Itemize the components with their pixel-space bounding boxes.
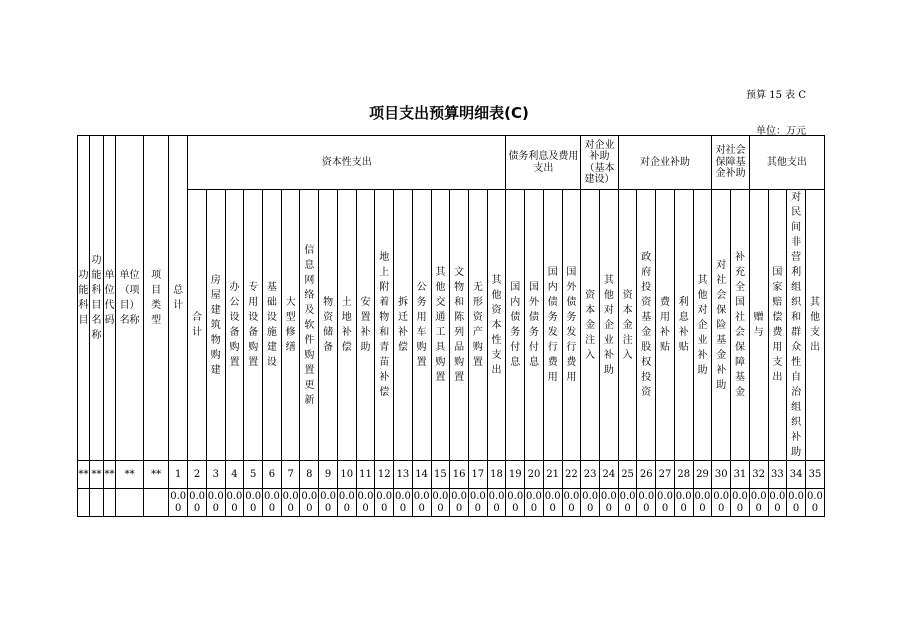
value-cell: 0.00 <box>656 489 675 517</box>
value-cell <box>90 489 104 517</box>
value-cell: 0.00 <box>599 489 618 517</box>
code-cell: 10 <box>337 461 356 489</box>
code-cell: ** <box>104 461 116 489</box>
code-cell: 11 <box>356 461 375 489</box>
code-cell: 26 <box>637 461 656 489</box>
code-cell: ** <box>144 461 169 489</box>
code-cell: 3 <box>206 461 225 489</box>
value-cell: 0.00 <box>300 489 319 517</box>
value-cell: 0.00 <box>768 489 787 517</box>
value-cell: 0.00 <box>693 489 712 517</box>
col-header: 基础设施建设 <box>263 190 282 461</box>
code-cell: 14 <box>412 461 431 489</box>
code-cell: 35 <box>805 461 824 489</box>
code-cell: 27 <box>656 461 675 489</box>
col-header: 土地补偿 <box>337 190 356 461</box>
group-header-enterprise-capital: 对企业补助（基本建设） <box>581 136 618 190</box>
col-header: 对民间非营利组织和群众性自治组织补助 <box>787 190 806 461</box>
header-row-columns <box>78 190 825 461</box>
code-cell: 33 <box>768 461 787 489</box>
value-cell: 0.00 <box>562 489 581 517</box>
code-cell: 20 <box>525 461 544 489</box>
value-cell: 0.00 <box>468 489 487 517</box>
col-header-func-code: 功能科目 <box>78 136 90 461</box>
code-cell: 16 <box>450 461 469 489</box>
col-header: 其他支出 <box>805 190 824 461</box>
group-header-social: 对社会保障基金补助 <box>712 136 749 190</box>
col-header: 资本金注入 <box>581 190 600 461</box>
value-cell: 0.00 <box>431 489 450 517</box>
col-header: 费用补贴 <box>656 190 675 461</box>
col-header: 国内债务发行费用 <box>543 190 562 461</box>
col-header: 大型修缮 <box>281 190 300 461</box>
value-cell: 0.00 <box>543 489 562 517</box>
unit-label: 单位：万元 <box>756 126 806 137</box>
value-cell: 0.00 <box>787 489 806 517</box>
col-header-total: 总计 <box>169 136 188 461</box>
col-header: 政府投资基金股权投资 <box>637 190 656 461</box>
code-cell: 15 <box>431 461 450 489</box>
col-header: 其他交通工具购置 <box>431 190 450 461</box>
code-cell: ** <box>116 461 144 489</box>
group-header-enterprise: 对企业补助 <box>618 136 712 190</box>
budget-table <box>77 135 825 517</box>
value-cell: 0.00 <box>319 489 338 517</box>
col-header: 资本金注入 <box>618 190 637 461</box>
value-cell: 0.00 <box>281 489 300 517</box>
data-row <box>78 489 825 517</box>
value-cell: 0.00 <box>731 489 750 517</box>
value-cell: 0.00 <box>581 489 600 517</box>
col-header: 公务用车购置 <box>412 190 431 461</box>
col-header: 其他资本性支出 <box>487 190 506 461</box>
value-cell: 0.00 <box>169 489 188 517</box>
code-cell: ** <box>90 461 104 489</box>
value-cell: 0.00 <box>394 489 413 517</box>
header-row-groups <box>78 136 825 190</box>
code-cell: 31 <box>731 461 750 489</box>
code-cell: 18 <box>487 461 506 489</box>
page-title: 项目支出预算明细表(C) <box>369 104 529 122</box>
col-header: 文物和陈列品购置 <box>450 190 469 461</box>
code-cell: 23 <box>581 461 600 489</box>
col-header: 国外债务付息 <box>525 190 544 461</box>
value-cell: 0.00 <box>487 489 506 517</box>
col-header: 国家赔偿费用支出 <box>768 190 787 461</box>
col-header: 安置补助 <box>356 190 375 461</box>
code-cell: 9 <box>319 461 338 489</box>
value-cell: 0.00 <box>263 489 282 517</box>
col-header-func-name: 功能科目名称 <box>90 136 104 461</box>
code-cell: 17 <box>468 461 487 489</box>
code-row <box>78 461 825 489</box>
col-header: 赠与 <box>749 190 768 461</box>
code-cell: 13 <box>394 461 413 489</box>
col-header: 房屋建筑物购建 <box>206 190 225 461</box>
form-id: 预算 15 表 C <box>746 90 806 101</box>
col-header: 国内债务付息 <box>506 190 525 461</box>
code-cell: 4 <box>225 461 244 489</box>
code-cell: ** <box>78 461 90 489</box>
col-header-unit-name: 单位（项目）名称 <box>116 136 144 461</box>
code-cell: 24 <box>599 461 618 489</box>
code-cell: 7 <box>281 461 300 489</box>
col-header: 合计 <box>188 190 207 461</box>
col-header: 专用设备购置 <box>244 190 263 461</box>
col-header: 无形资产购置 <box>468 190 487 461</box>
col-header: 拆迁补偿 <box>394 190 413 461</box>
value-cell: 0.00 <box>375 489 394 517</box>
value-cell: 0.00 <box>506 489 525 517</box>
code-cell: 30 <box>712 461 731 489</box>
code-cell: 29 <box>693 461 712 489</box>
col-header: 办公设备购置 <box>225 190 244 461</box>
col-header: 地上附着物和青苗补偿 <box>375 190 394 461</box>
code-cell: 21 <box>543 461 562 489</box>
value-cell: 0.00 <box>356 489 375 517</box>
value-cell: 0.00 <box>412 489 431 517</box>
code-cell: 1 <box>169 461 188 489</box>
group-header-other: 其他支出 <box>749 136 824 190</box>
code-cell: 25 <box>618 461 637 489</box>
col-header: 信息网络及软件购置更新 <box>300 190 319 461</box>
value-cell: 0.00 <box>206 489 225 517</box>
value-cell <box>144 489 169 517</box>
group-header-capital: 资本性支出 <box>188 136 506 190</box>
code-cell: 34 <box>787 461 806 489</box>
col-header: 对社会保险基金补助 <box>712 190 731 461</box>
value-cell: 0.00 <box>225 489 244 517</box>
col-header: 其他对企业补助 <box>693 190 712 461</box>
code-cell: 12 <box>375 461 394 489</box>
value-cell: 0.00 <box>805 489 824 517</box>
value-cell: 0.00 <box>749 489 768 517</box>
value-cell: 0.00 <box>712 489 731 517</box>
value-cell: 0.00 <box>188 489 207 517</box>
code-cell: 8 <box>300 461 319 489</box>
code-cell: 5 <box>244 461 263 489</box>
col-header: 补充全国社会保障基金 <box>731 190 750 461</box>
value-cell: 0.00 <box>674 489 693 517</box>
value-cell: 0.00 <box>618 489 637 517</box>
value-cell: 0.00 <box>637 489 656 517</box>
col-header: 物资储备 <box>319 190 338 461</box>
code-cell: 32 <box>749 461 768 489</box>
value-cell: 0.00 <box>337 489 356 517</box>
col-header: 利息补贴 <box>674 190 693 461</box>
code-cell: 2 <box>188 461 207 489</box>
code-cell: 22 <box>562 461 581 489</box>
value-cell: 0.00 <box>244 489 263 517</box>
col-header: 其他对企业补助 <box>599 190 618 461</box>
col-header-unit-code: 单位代码 <box>104 136 116 461</box>
code-cell: 28 <box>674 461 693 489</box>
value-cell <box>104 489 116 517</box>
col-header-project-type: 项目类型 <box>144 136 169 461</box>
value-cell <box>78 489 90 517</box>
value-cell: 0.00 <box>525 489 544 517</box>
code-cell: 19 <box>506 461 525 489</box>
col-header: 国外债务发行费用 <box>562 190 581 461</box>
value-cell: 0.00 <box>450 489 469 517</box>
group-header-debt: 债务利息及费用支出 <box>506 136 581 190</box>
code-cell: 6 <box>263 461 282 489</box>
value-cell <box>116 489 144 517</box>
